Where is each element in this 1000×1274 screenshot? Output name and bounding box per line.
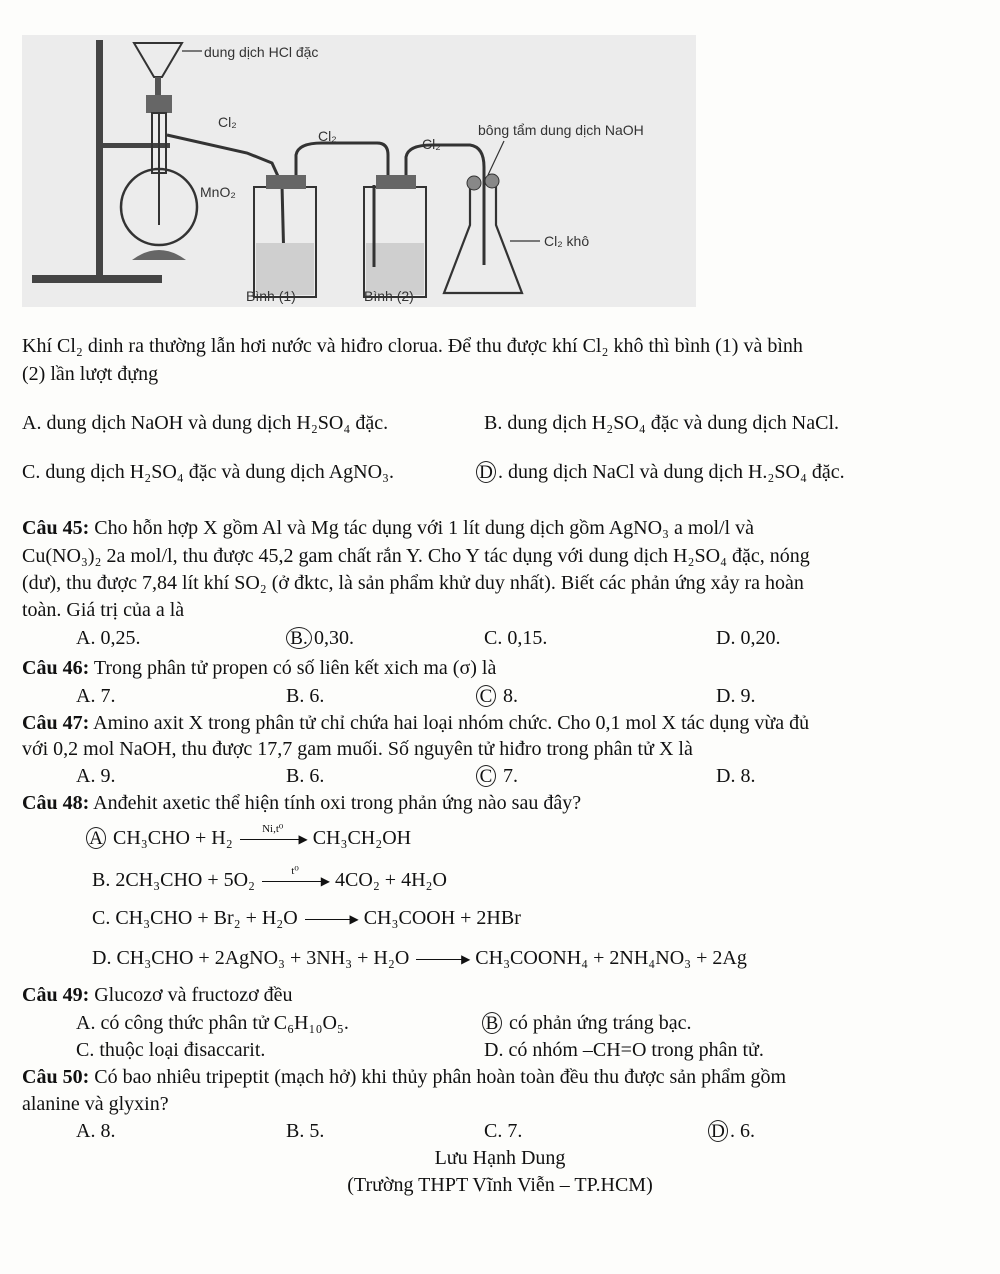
q46-line <box>22 656 496 680</box>
q48-option-b <box>92 865 447 893</box>
q47-option-c <box>476 764 518 788</box>
q45-option-b <box>286 626 354 650</box>
q46-text: Trong phân tử propen có số liên kết xich ma (σ) là <box>89 657 497 679</box>
reaction-arrow: Ni,t⁰ ▶ <box>238 827 308 851</box>
reaction-arrow: ▶ <box>414 947 470 971</box>
q44-option-c: C. dung dịch H₂SO₄ đặc và dung dịch AgNO₃. <box>22 461 394 483</box>
q47-option-d: D. 8. <box>716 765 756 787</box>
label-cl2-1: Cl₂ <box>218 114 237 130</box>
author-school: (Trường THPT Vĩnh Viễn – TP.HCM) <box>347 1174 653 1196</box>
q45-option-d: D. 0,20. <box>716 627 781 649</box>
flask-stopper <box>146 95 172 113</box>
q46-option-c <box>476 684 518 708</box>
apparatus-drawing <box>22 35 696 307</box>
q49-option-b <box>482 1011 691 1035</box>
q48-b-letter: B. <box>92 869 111 891</box>
q50-option-d <box>708 1119 755 1143</box>
q48-line <box>22 791 581 815</box>
q44-stem-line1: Khí Cl₂ dinh ra thường lẫn hơi nước và hiđro clorua. Để thu được khí Cl₂ khô thì bình (1) và bình <box>22 335 803 357</box>
q44-option-d <box>476 460 845 484</box>
q48-c-letter: C. <box>92 907 111 929</box>
label-hcl: dung dịch HCl đặc <box>204 44 319 60</box>
q49-number: Câu 49: <box>22 984 90 1006</box>
label-dry-cl2: Cl₂ khô <box>544 233 590 249</box>
q47-line2: với 0,2 mol NaOH, thu được 17,7 gam muối. Số nguyên tử hiđro trong phân tử X là <box>22 738 693 760</box>
q45-line3: (dư), thu được 7,84 lít khí SO₂ (ở đktc, là sản phẩm khử duy nhất). Biết các phản ứng xảy ra hoàn <box>22 572 804 594</box>
reaction-condition: Ni,t⁰ <box>262 823 284 836</box>
q44-option-b: B. dung dịch H₂SO₄ đặc và dung dịch NaCl. <box>484 412 840 434</box>
q46-option-c-text: 8. <box>498 685 518 707</box>
reaction-arrow: t⁰ ▶ <box>260 869 330 893</box>
answer-circle: A <box>86 827 106 849</box>
label-cl2-3: Cl₂ <box>422 136 441 152</box>
q50-number: Câu 50: <box>22 1066 90 1088</box>
q50-line1 <box>22 1065 786 1089</box>
q50-option-d-text: . 6. <box>730 1120 755 1142</box>
q48-d-letter: D. <box>92 947 112 969</box>
q45-line1 <box>22 516 754 540</box>
label-cotton: bông tẩm dung dịch NaOH <box>478 122 644 138</box>
q47-number: Câu 47: <box>22 712 90 734</box>
q48-text: Anđehit axetic thể hiện tính oxi trong phản ứng nào sau đây? <box>89 792 582 814</box>
q48-number: Câu 48: <box>22 792 90 814</box>
q49-text: Glucozơ và fructozơ đều <box>89 984 293 1006</box>
apparatus-figure <box>22 35 696 307</box>
q48-a-reactants: CH₃CHO + H₂ <box>113 827 233 849</box>
q48-d-products: CH₃COONH₄ + 2NH₄NO₃ + 2Ag <box>475 947 747 969</box>
label-cl2-2: Cl₂ <box>318 128 337 144</box>
q46-option-b: B. 6. <box>286 685 325 707</box>
q49-line <box>22 983 293 1007</box>
stand-rod <box>96 40 103 278</box>
q47-line1 <box>22 711 809 735</box>
q47-option-c-text: 7. <box>498 765 518 787</box>
q45-number: Câu 45: <box>22 517 90 539</box>
q45-text-1: Cho hỗn hợp X gồm Al và Mg tác dụng với 1 lít dung dịch gồm AgNO₃ a mol/l và <box>89 517 754 539</box>
q48-d-reactants: CH₃CHO + 2AgNO₃ + 3NH₃ + H₂O <box>116 947 410 969</box>
q48-b-products: 4CO₂ + 4H₂O <box>335 869 447 891</box>
q48-c-reactants: CH₃CHO + Br₂ + H₂O <box>115 907 298 929</box>
author-name: Lưu Hạnh Dung <box>434 1147 566 1169</box>
dropping-funnel <box>134 43 182 77</box>
q49-option-c: C. thuộc loại đisaccarit. <box>76 1039 266 1061</box>
q48-option-a <box>86 823 412 851</box>
q48-option-d <box>92 946 747 971</box>
q50-option-c: C. 7. <box>484 1120 523 1142</box>
answer-circle: B. <box>286 627 312 649</box>
q50-text-1: Có bao nhiêu tripeptit (mạch hở) khi thủy phân hoàn toàn đều thu được sản phẩm gồm <box>89 1066 787 1088</box>
q49-option-d: D. có nhóm –CH=O trong phân tử. <box>484 1039 764 1061</box>
reaction-condition: t⁰ <box>291 865 299 878</box>
answer-circle: C <box>476 685 496 707</box>
q48-a-products: CH₃CH₂OH <box>312 827 412 849</box>
q44-stem-line2: (2) lần lượt đựng <box>22 363 159 385</box>
q46-number: Câu 46: <box>22 657 90 679</box>
answer-circle: D <box>476 461 496 483</box>
q49-option-b-text: có phản ứng tráng bạc. <box>504 1012 692 1034</box>
q48-b-reactants: 2CH₃CHO + 5O₂ <box>115 869 256 891</box>
q45-option-c: C. 0,15. <box>484 627 548 649</box>
q46-option-d: D. 9. <box>716 685 756 707</box>
q48-option-c <box>92 906 521 931</box>
q47-option-a: A. 9. <box>76 765 116 787</box>
label-bottle-2: Bình (2) <box>364 288 414 304</box>
q50-option-a: A. 8. <box>76 1120 116 1142</box>
q45-option-b-text: 0,30. <box>314 627 354 649</box>
q47-option-b: B. 6. <box>286 765 325 787</box>
q49-option-a: A. có công thức phân tử C₆H₁₀O₅. <box>76 1012 349 1034</box>
burner <box>132 250 186 260</box>
q50-option-b: B. 5. <box>286 1120 325 1142</box>
q47-text-1: Amino axit X trong phân tử chỉ chứa hai loại nhóm chức. Cho 0,1 mol X tác dụng vừa đủ <box>89 712 810 734</box>
q45-line2: Cu(NO₃)₂ 2a mol/l, thu được 45,2 gam chất rắn Y. Cho Y tác dụng với dung dịch H₂SO₄ đặc, nóng <box>22 545 810 567</box>
answer-circle: C <box>476 765 496 787</box>
q46-option-a: A. 7. <box>76 685 116 707</box>
q45-option-a: A. 0,25. <box>76 627 141 649</box>
answer-circle: D <box>708 1120 728 1142</box>
answer-circle: B <box>482 1012 502 1034</box>
q44-option-d-text: . dung dịch NaCl và dung dịch H.₂SO₄ đặc. <box>498 461 845 483</box>
reaction-arrow: ▶ <box>303 907 359 931</box>
label-bottle-1: Bình (1) <box>246 288 296 304</box>
q48-c-products: CH₃COOH + 2HBr <box>363 907 521 929</box>
q44-option-a: A. dung dịch NaOH và dung dịch H₂SO₄ đặc. <box>22 412 389 434</box>
q45-line4: toàn. Giá trị của a là <box>22 599 185 621</box>
label-mno2: MnO₂ <box>200 184 236 200</box>
q50-line2: alanine và glyxin? <box>22 1093 169 1115</box>
